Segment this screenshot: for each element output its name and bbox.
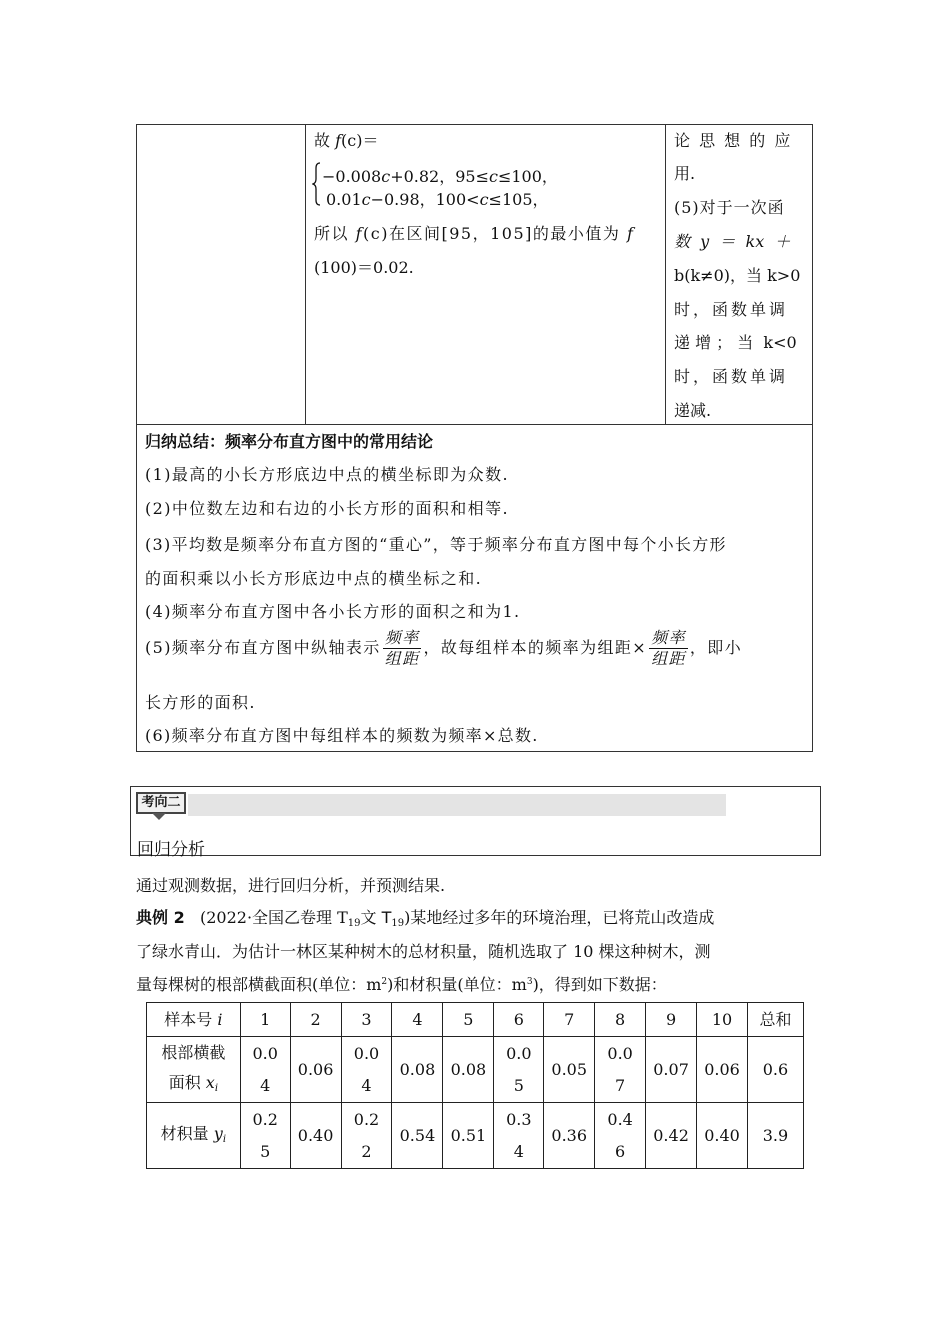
summary-item-3a: (3)平均数是频率分布直方图的“重心”，等于频率分布直方图中每个小长方形: [145, 535, 727, 554]
piecewise-brace: [312, 162, 322, 206]
table-header-row: 样本号 i 1 2 3 4 5 6 7 8 9 10 总和: [147, 1003, 804, 1037]
data-table: [146, 1002, 804, 1169]
conclusion-line-2: (100)＝0.02.: [314, 258, 414, 277]
summary-item-2: (2)中位数左边和右边的小长方形的面积和相等.: [145, 499, 509, 518]
section-title: 回归分析: [137, 840, 205, 860]
section-tag: 考向二: [136, 792, 186, 814]
fraction-freq-over-width-2: $\frac{\text{频率}}{\text{组距}}$: [651, 628, 686, 668]
example-line-2: 了绿水青山．为估计一林区某种树木的总材积量，随机选取了 10 棵这种树木，测: [136, 942, 711, 961]
table-header-label: 样本号 i: [147, 1003, 241, 1037]
table-row-x: 根部横截 面积 xi 0.0 4 0.06 0.0 4 0.08 0.08 0.0 5 0.05 0.0 7 0.07 0.06 0.6: [147, 1037, 804, 1103]
conclusion-line-1: 所以 f(c)在区间[95，105]的最小值为 f: [314, 224, 635, 243]
summary-item-3b: 的面积乘以小长方形底边中点的横坐标之和.: [145, 569, 483, 588]
middle-intro: 故 f(c)＝: [314, 131, 379, 150]
summary-item-4: (4)频率分布直方图中各小长方形的面积之和为1.: [145, 602, 521, 621]
col-divider-left: [305, 124, 306, 425]
section-gray-bar: [188, 794, 726, 816]
section-tag-pointer-icon: [152, 813, 166, 821]
summary-item-6: (6)频率分布直方图中每组样本的频数为频率×总数.: [145, 726, 539, 745]
table-row-y: 材积量 yi 0.2 5 0.40 0.2 2 0.54 0.51 0.3 4 0.36 0.4 6 0.42 0.40 3.9: [147, 1103, 804, 1169]
summary-title: 归纳总结：频率分布直方图中的常用结论: [145, 432, 434, 451]
fraction-freq-over-width: $\frac{\text{频率}}{\text{组距}}$: [384, 628, 420, 668]
summary-item-5: (5)频率分布直方图中纵轴表示 $\frac{\text{频率}}{\text{组距}}$ ，故每组样本的频率为组距× $\frac{\text{频率}}{\text{组距}}$ ，即小: [145, 628, 743, 668]
example-line-1: 典例 2 (2022·全国乙卷理 T19文 T19)某地经过多年的环境治理，已将荒山改造成: [136, 908, 715, 929]
summary-item-5b: 长方形的面积.: [145, 693, 256, 712]
col-divider-right: [665, 124, 666, 425]
piecewise-case-1: −0.008c+0.82，95≤c≤100，: [322, 167, 558, 186]
body-intro: 通过观测数据，进行回归分析，并预测结果.: [136, 876, 446, 895]
piecewise-case-2: 0.01c−0.98，100<c≤105，: [326, 190, 549, 209]
summary-item-1: (1)最高的小长方形底边中点的横坐标即为众数.: [145, 465, 509, 484]
example-line-3: 量每棵树的根部横截面积(单位：$m^2$)和材积量(单位：$m^3$)，得到如下数据：: [136, 975, 667, 994]
row-y-label: 材积量 yi: [147, 1103, 241, 1169]
row-x-label: 根部横截 面积 xi: [147, 1037, 241, 1103]
row-divider: [136, 424, 813, 425]
